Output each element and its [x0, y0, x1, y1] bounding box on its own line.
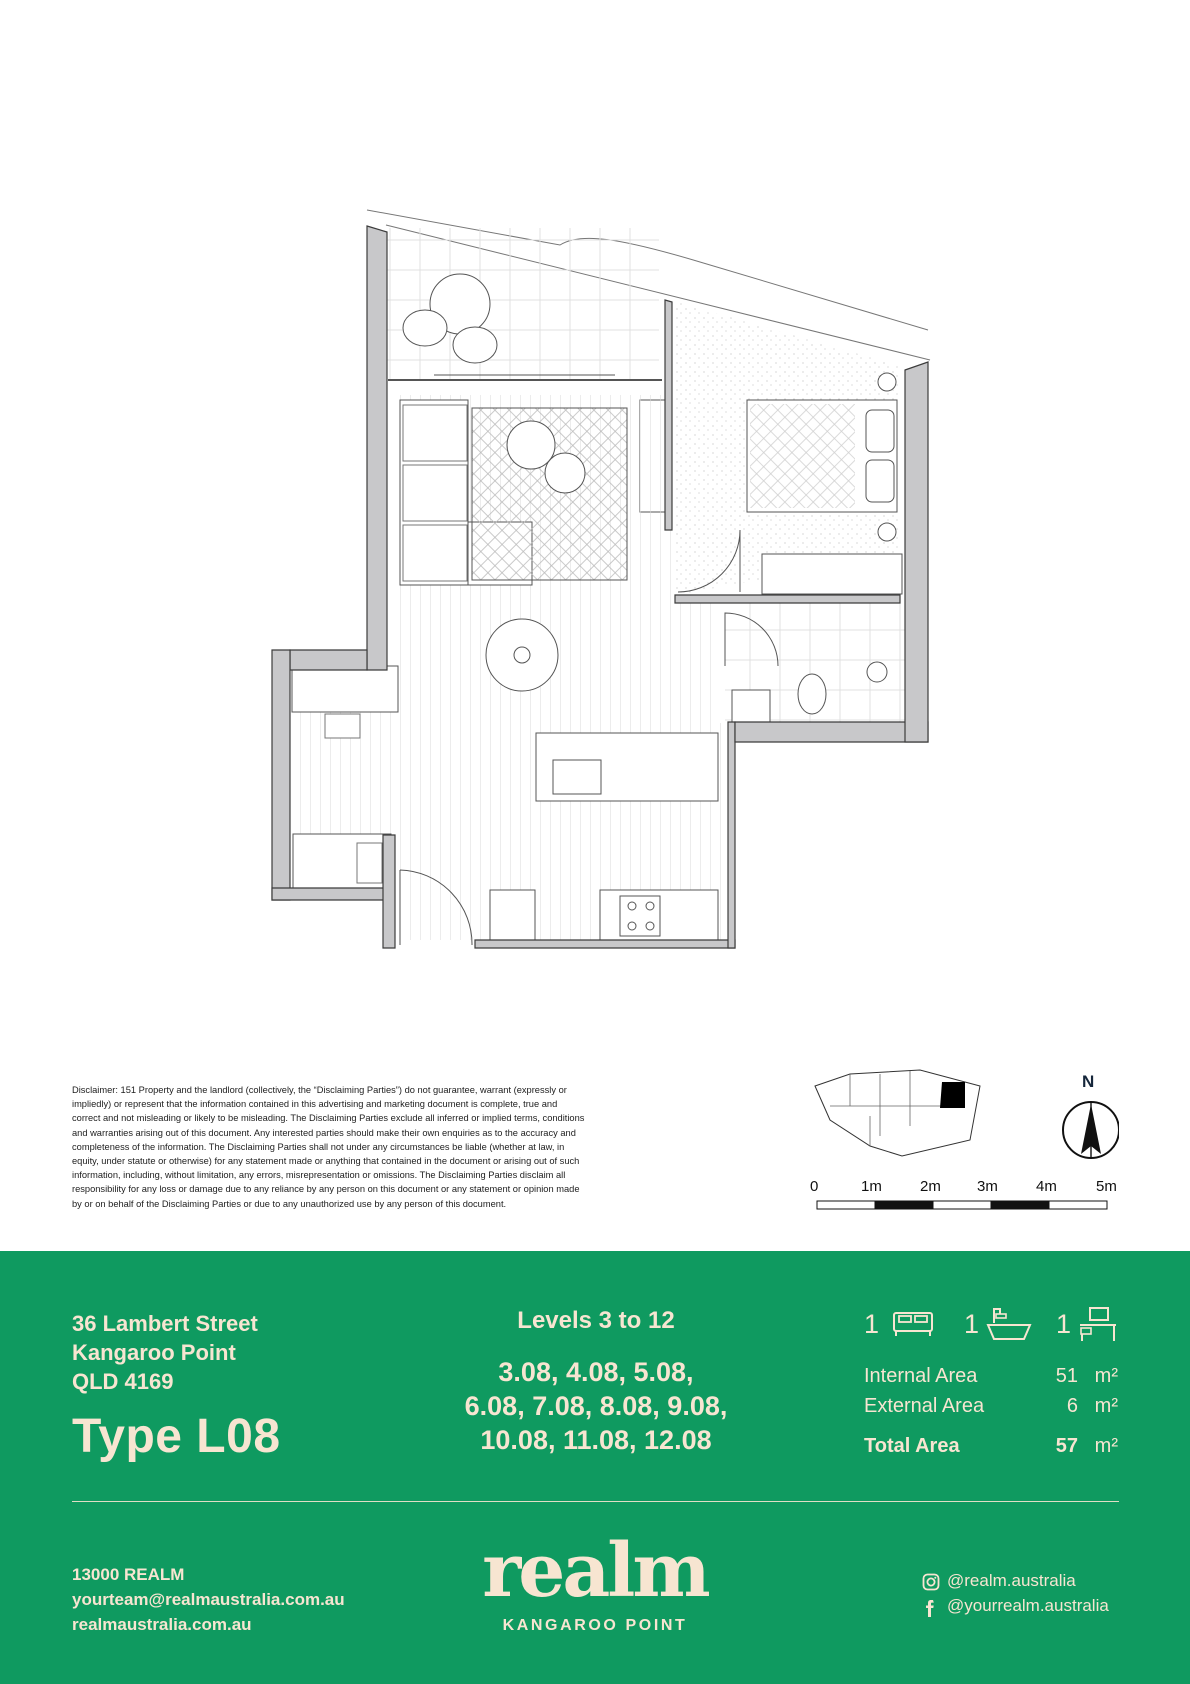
- unit-type: Type L08: [72, 1410, 281, 1463]
- website-link[interactable]: realmaustralia.com.au: [72, 1615, 252, 1634]
- external-area: [864, 1395, 1118, 1421]
- instagram-handle: @realm.australia: [947, 1571, 1076, 1590]
- north-label: N: [1082, 1072, 1095, 1091]
- address-line-2: Kangaroo Point: [72, 1340, 236, 1365]
- external-area-value: 6: [1066, 1395, 1078, 1417]
- internal-area: [864, 1365, 1118, 1391]
- disclaimer-text: Disclaimer: 151 Property and the landlord (collectively, the “Disclaiming Parties”) do not guarantee, warrant (expressly or impliedly) or represent that the information contained in this advertising and marketing document is complete, true and correct and not misleading or likely to be misleading. The Disclaiming Parties exclude all inferred or implied terms, conditions and warranties arising out of this document. Any interested parties should make their own enquiries as to the accuracy and completeness of the information. The Disclaiming Parties shall not under any circumstances be liable (whether at law, in equity, under statute or otherwise) for any statement made or anything that contained in the document or arising out of such information, including, without limitation, any errors, misrepresentation or omissions. The Disclaiming Parties disclaim all responsibility for any loss or damage due to any reliance by any person on this document or any statement or opinion made by or on behalf of the Disclaiming Parties or due to any unauthorized use by any person of this document.: [72, 1085, 585, 1209]
- scale-label-2: 2m: [920, 1178, 941, 1195]
- key-plan: [810, 1066, 990, 1162]
- compass-icon: [1055, 1072, 1119, 1172]
- scale-label-5: 5m: [1096, 1178, 1117, 1195]
- external-area-label: External Area: [864, 1395, 985, 1417]
- brand-logo: [470, 1528, 720, 1635]
- scale-bar: [810, 1195, 1120, 1235]
- instagram-icon: [922, 1573, 940, 1591]
- total-area-label: Total Area: [864, 1435, 960, 1457]
- phone-link[interactable]: 13000 REALM: [72, 1565, 185, 1584]
- contact-details: [72, 1562, 345, 1637]
- levels: Levels 3 to 12: [517, 1307, 675, 1334]
- scale-label-3: 3m: [977, 1178, 998, 1195]
- bed-count: 1: [864, 1309, 880, 1339]
- scale-label-0: 0: [810, 1178, 819, 1195]
- study-icon: [1078, 1305, 1118, 1345]
- address-line-3: QLD 4169: [72, 1369, 174, 1394]
- address-line-1: 36 Lambert Street: [72, 1311, 258, 1336]
- total-area: [864, 1435, 1118, 1461]
- scale-label-1: 1m: [861, 1178, 882, 1195]
- bath-count: 1: [964, 1309, 980, 1339]
- total-area-value: 57: [1055, 1435, 1078, 1457]
- room-counts: [864, 1305, 1124, 1345]
- external-area-unit: m²: [1094, 1395, 1118, 1417]
- bed-icon: [891, 1305, 935, 1341]
- unit-numbers-line: 10.08, 11.08, 12.08: [480, 1425, 712, 1455]
- email-link[interactable]: yourteam@realmaustralia.com.au: [72, 1590, 345, 1609]
- facebook-handle: @yourrealm.australia: [947, 1596, 1109, 1615]
- internal-area-unit: m²: [1094, 1365, 1118, 1387]
- facebook-icon: [922, 1598, 940, 1618]
- info-footer: [0, 1251, 1190, 1684]
- study-count: 1: [1056, 1309, 1072, 1339]
- bath-icon: [986, 1305, 1032, 1345]
- scale-label-4: 4m: [1036, 1178, 1057, 1195]
- unit-numbers-line: 3.08, 4.08, 5.08,: [498, 1357, 694, 1387]
- address: [72, 1309, 258, 1396]
- brand-name: realm: [482, 1528, 708, 1614]
- brand-subtitle: KANGAROO POINT: [502, 1617, 688, 1634]
- internal-area-value: 51: [1055, 1365, 1078, 1387]
- unit-numbers-line: 6.08, 7.08, 8.08, 9.08,: [464, 1391, 728, 1421]
- unit-numbers: [420, 1355, 772, 1457]
- internal-area-label: Internal Area: [864, 1365, 978, 1387]
- total-area-unit: m²: [1094, 1435, 1118, 1457]
- divider: [72, 1501, 1119, 1502]
